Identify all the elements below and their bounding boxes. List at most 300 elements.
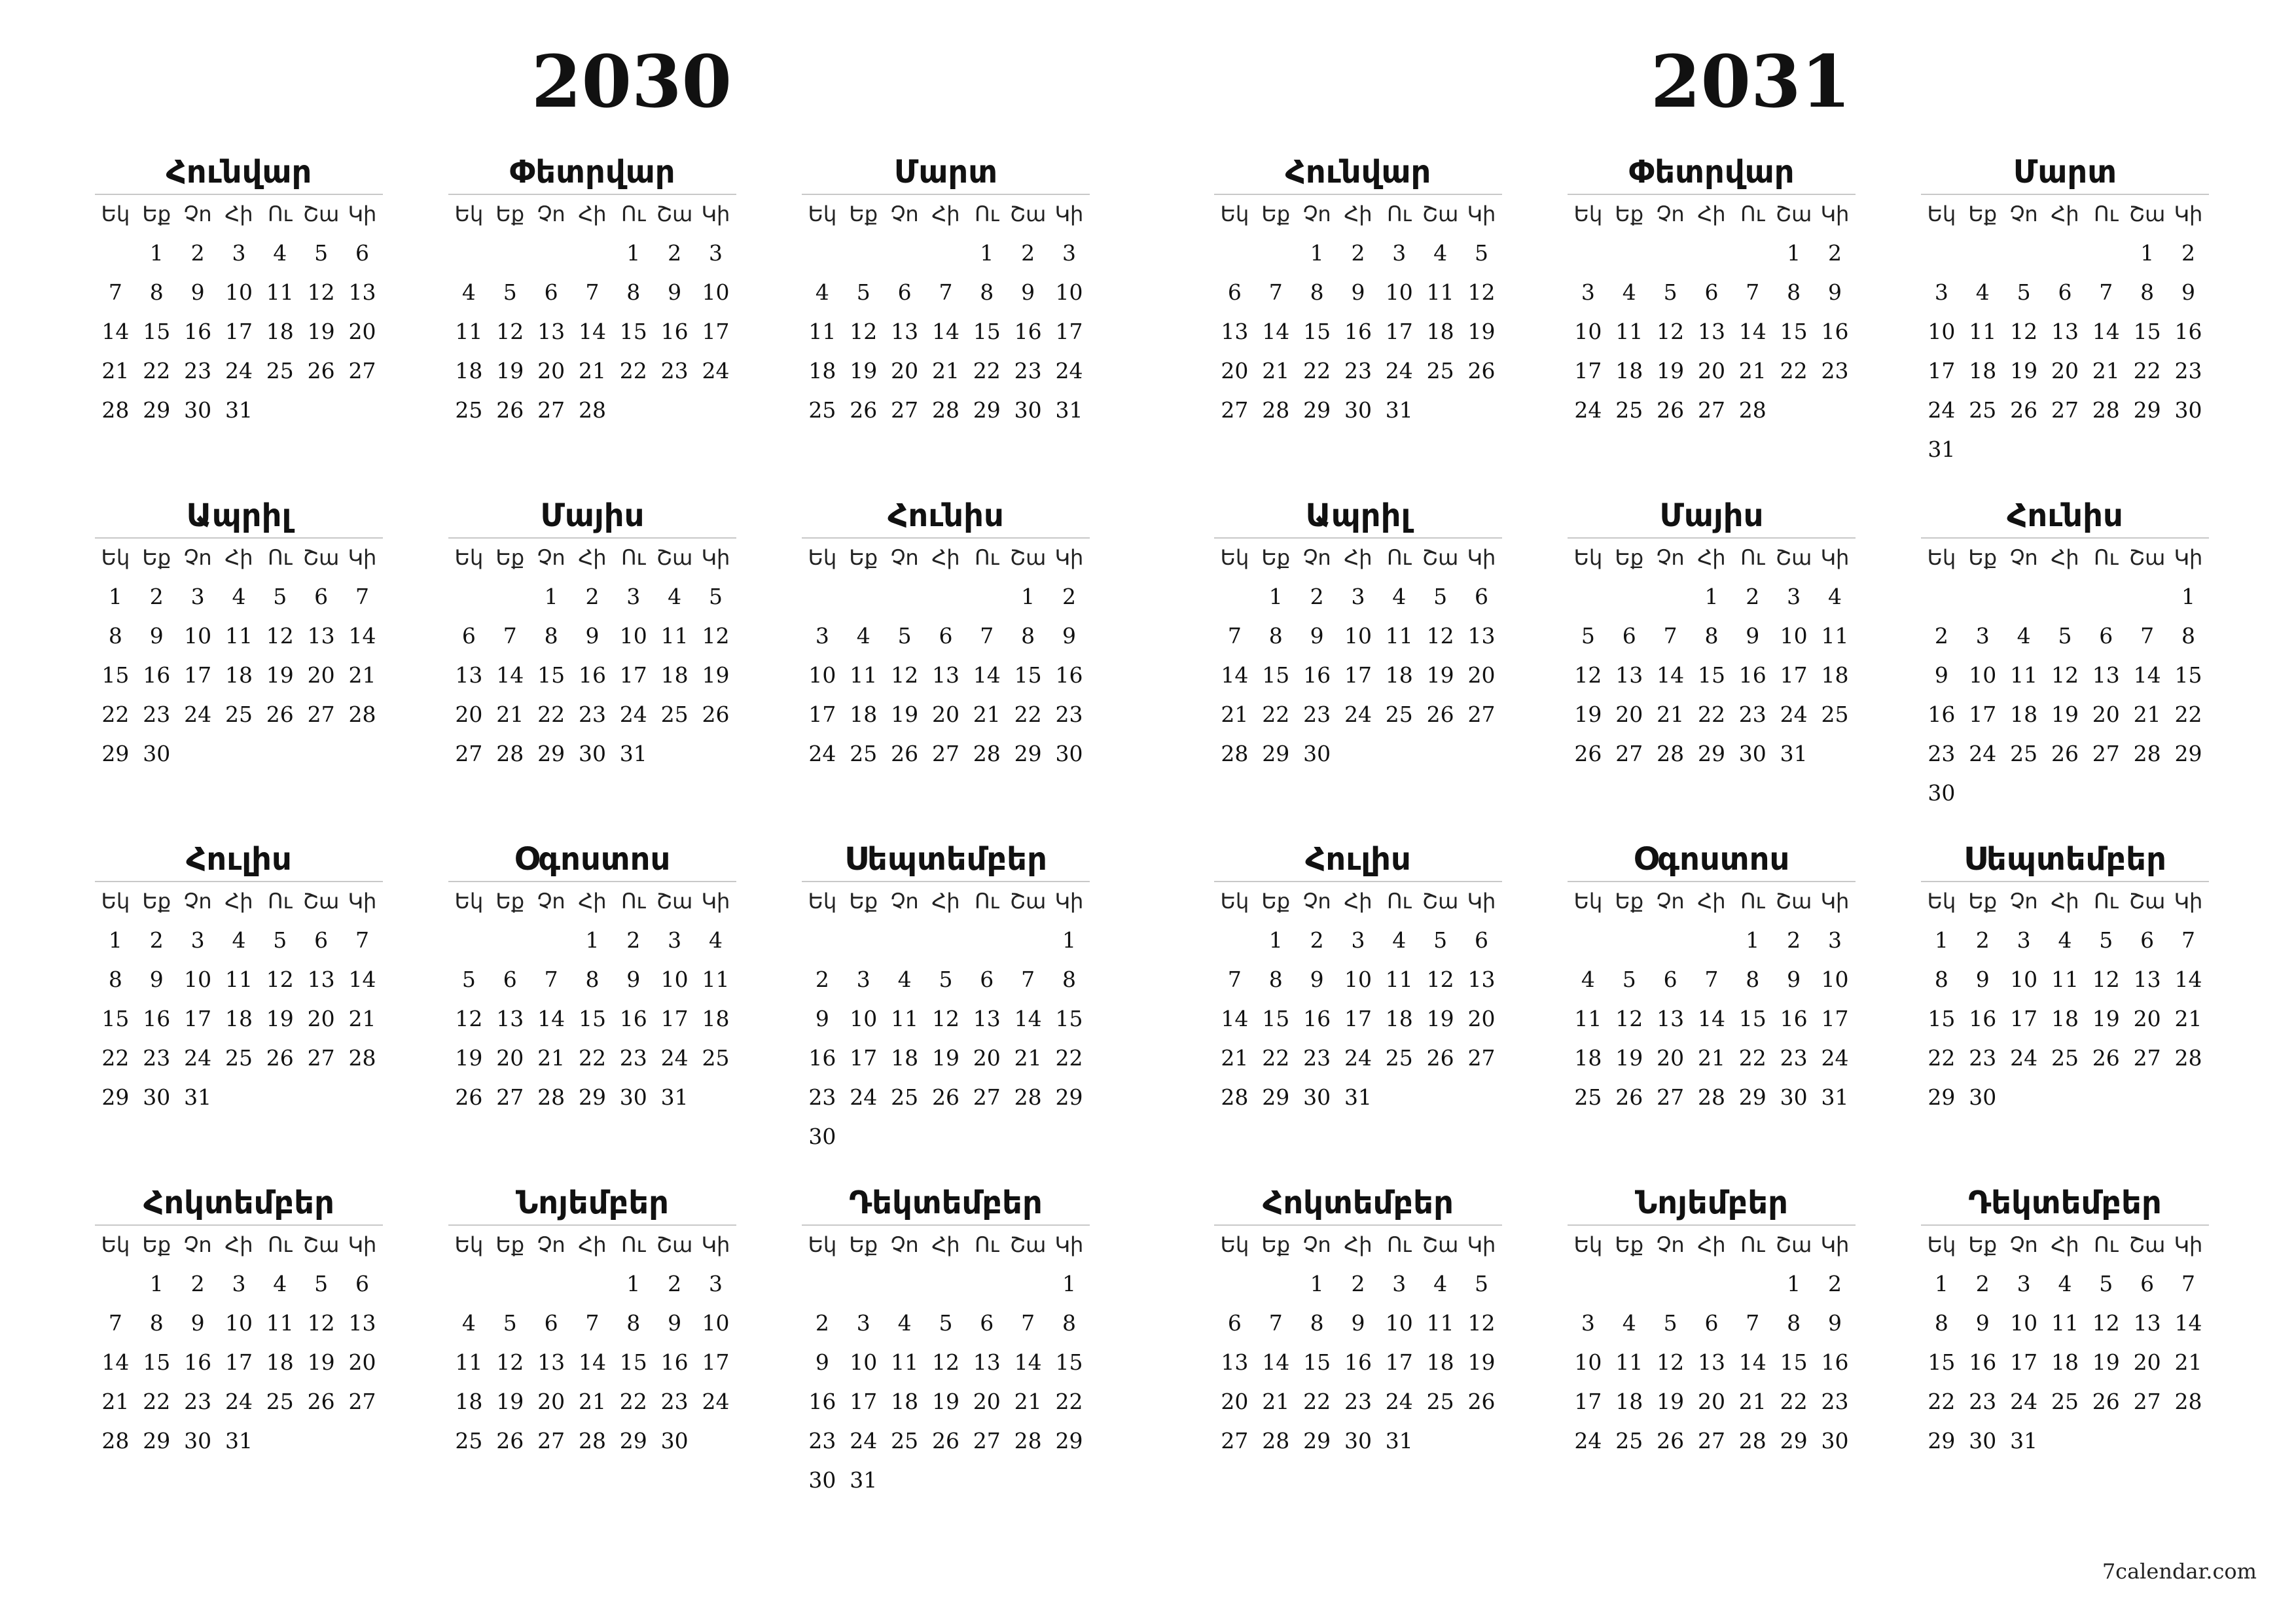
day-cell: 15 [619,1349,647,1375]
weekday-label: Կի [348,889,377,914]
month-name: Ապրիլ [1214,494,1502,539]
weekday-label: Չո [2009,1232,2038,1257]
day-cell: 30 [184,397,212,423]
month-calendar [802,1181,1090,1499]
day-cell: 23 [1344,357,1372,383]
day-cell: 12 [2092,1310,2120,1336]
day-cell: 1 [980,240,994,266]
day-cell: 12 [1467,279,1496,305]
day-cell: 27 [496,1084,524,1110]
week-row [1921,655,2209,694]
month-name: Օգոստոս [448,838,736,882]
day-cell: 8 [108,966,122,992]
day-cell: 18 [2051,1349,2079,1375]
weekday-label: Ու [1387,1232,1412,1257]
day-cell: 2 [1827,1270,1842,1296]
day-cell: 15 [1262,1005,1290,1031]
day-cell: 10 [184,966,212,992]
day-cell: 4 [232,583,246,609]
week-row [1921,1342,2209,1382]
weekday-label: Կի [1467,1232,1496,1257]
weekday-label: Կի [1820,889,1850,914]
day-cell: 18 [2010,701,2038,727]
day-cell: 6 [544,1310,558,1336]
day-cell: 22 [619,1388,647,1414]
day-cell: 26 [1657,397,1685,423]
day-cell: 4 [897,1310,912,1336]
day-cell: 27 [931,740,960,766]
day-cell: 25 [2051,1388,2079,1414]
week-row [1568,920,1856,959]
day-cell: 5 [503,279,517,305]
day-cell: 25 [455,1427,483,1454]
weekday-label: Եք [495,889,525,914]
month-calendar [95,494,383,773]
weekday-label: Ու [621,545,646,570]
day-cell: 25 [224,1044,253,1071]
day-cell: 19 [496,357,524,383]
day-cell: 18 [1615,1388,1643,1414]
week-row [1214,233,1502,272]
day-cell: 21 [578,357,606,383]
day-cell: 6 [2140,1270,2155,1296]
day-cell: 19 [2051,701,2079,727]
weekday-header-row [1921,1226,2209,1264]
week-row [1568,1382,1856,1421]
day-cell: 15 [101,662,130,688]
weekday-label: Շա [1422,202,1459,226]
weekday-label: Շա [1775,1232,1812,1257]
weekday-label: Հի [1697,202,1726,226]
week-row [95,1264,383,1303]
day-cell: 15 [1928,1005,1956,1031]
site-credit: 7calendar.com [2102,1559,2257,1584]
day-cell: 26 [850,397,878,423]
day-cell: 30 [1303,1084,1331,1110]
day-cell: 13 [2092,662,2120,688]
day-cell: 28 [1262,397,1290,423]
day-cell: 25 [660,701,689,727]
day-cell: 28 [1738,1427,1767,1454]
day-cell: 29 [1262,1084,1290,1110]
day-cell: 6 [355,240,369,266]
day-cell: 14 [1262,318,1290,344]
day-cell: 4 [897,966,912,992]
day-cell: 31 [1780,740,1808,766]
week-row [1568,959,1856,999]
weekday-label: Եկ [101,889,130,914]
day-cell: 12 [307,1310,335,1336]
weekday-label: Կի [1054,1232,1084,1257]
day-cell: 4 [1392,927,1407,953]
day-cell: 5 [1663,1310,1677,1336]
day-cell: 9 [1975,966,1990,992]
month-calendar [1214,494,1502,773]
weekday-header-row [448,882,736,920]
day-cell: 20 [1697,1388,1725,1414]
month-name: Մարտ [802,151,1090,195]
weekday-label: Եք [1615,1232,1644,1257]
day-cell: 10 [2010,1310,2038,1336]
month-calendar [448,838,736,1116]
weekday-label: Կի [348,202,377,226]
day-cell: 21 [1738,1388,1767,1414]
day-cell: 19 [496,1388,524,1414]
day-cell: 19 [2092,1005,2120,1031]
day-cell: 25 [1615,1427,1643,1454]
day-cell: 29 [1303,1427,1331,1454]
week-row [448,655,736,694]
day-cell: 31 [1928,436,1956,462]
weekday-label: Կի [701,889,730,914]
weekday-label: Հի [1344,889,1372,914]
day-cell: 16 [1014,318,1042,344]
day-cell: 14 [101,1349,130,1375]
day-cell: 12 [266,966,294,992]
month-calendar [1214,838,1502,1116]
day-cell: 18 [1574,1044,1602,1071]
day-cell: 12 [702,622,730,649]
weekday-label: Եկ [101,545,130,570]
day-cell: 5 [273,927,287,953]
day-cell: 22 [619,357,647,383]
day-cell: 10 [2010,966,2038,992]
day-cell: 6 [503,966,517,992]
day-cell: 12 [931,1349,960,1375]
weekday-label: Շա [1422,889,1459,914]
day-cell: 3 [1827,927,1842,953]
day-cell: 21 [537,1044,565,1071]
day-cell: 16 [184,318,212,344]
day-cell: 11 [660,622,689,649]
day-cell: 29 [1303,397,1331,423]
weekday-label: Չո [1656,202,1685,226]
day-cell: 12 [1615,1005,1643,1031]
day-cell: 7 [2181,927,2195,953]
day-cell: 16 [1969,1349,1997,1375]
week-row [1921,1077,2209,1116]
week-row [1214,390,1502,429]
weekday-header-row [448,539,736,577]
week-row [802,920,1090,959]
day-cell: 10 [1574,318,1602,344]
weekday-label: Չո [183,1232,212,1257]
day-cell: 24 [1574,397,1602,423]
day-cell: 18 [1821,662,1849,688]
week-row [802,959,1090,999]
day-cell: 28 [2174,1044,2202,1071]
day-cell: 11 [1426,279,1454,305]
day-cell: 30 [2174,397,2202,423]
weekday-label: Կի [1820,545,1850,570]
day-cell: 27 [2092,740,2120,766]
week-row [448,312,736,351]
day-cell: 28 [578,1427,606,1454]
day-cell: 13 [1615,662,1643,688]
weekday-label: Եք [849,889,878,914]
weekday-label: Եք [495,1232,525,1257]
week-row [1214,1038,1502,1077]
day-cell: 30 [184,1427,212,1454]
day-cell: 24 [224,357,253,383]
day-cell: 26 [1574,740,1602,766]
day-cell: 15 [1928,1349,1956,1375]
day-cell: 25 [455,397,483,423]
day-cell: 31 [660,1084,689,1110]
day-cell: 17 [1821,1005,1849,1031]
week-row [1568,1264,1856,1303]
day-cell: 8 [1062,966,1076,992]
weekday-label: Ու [621,202,646,226]
day-cell: 16 [808,1388,836,1414]
day-cell: 8 [1934,1310,1948,1336]
weekday-label: Հի [224,545,253,570]
day-cell: 24 [702,1388,730,1414]
day-cell: 29 [101,740,130,766]
day-cell: 15 [1055,1005,1083,1031]
week-row [448,1303,736,1342]
weekday-label: Չո [537,202,565,226]
day-cell: 14 [537,1005,565,1031]
day-cell: 5 [1474,1270,1488,1296]
day-cell: 21 [1014,1044,1042,1071]
day-cell: 22 [2133,357,2161,383]
weekday-label: Չո [2009,202,2038,226]
weekday-label: Չո [1302,545,1331,570]
day-cell: 3 [1392,1270,1407,1296]
day-cell: 3 [708,240,723,266]
day-cell: 30 [143,1084,171,1110]
month-name: Հոկտեմբեր [1214,1181,1502,1226]
day-cell: 22 [143,357,171,383]
day-cell: 24 [808,740,836,766]
day-cell: 22 [101,701,130,727]
week-row [1921,312,2209,351]
day-cell: 16 [1344,318,1372,344]
weekday-label: Եք [142,202,171,226]
day-cell: 10 [1821,966,1849,992]
day-cell: 29 [537,740,565,766]
weekday-label: Եկ [1927,545,1956,570]
day-cell: 9 [190,1310,205,1336]
day-cell: 5 [2099,1270,2113,1296]
week-row [1214,999,1502,1038]
day-cell: 21 [1014,1388,1042,1414]
day-cell: 17 [224,318,253,344]
day-cell: 5 [461,966,476,992]
day-cell: 26 [1467,357,1496,383]
week-row [802,577,1090,616]
week-row [1568,312,1856,351]
day-cell: 20 [537,357,565,383]
weekday-label: Եք [495,545,525,570]
day-cell: 2 [1827,240,1842,266]
weekday-label: Շա [2128,1232,2166,1257]
day-cell: 11 [702,966,730,992]
day-cell: 27 [537,397,565,423]
day-cell: 1 [1934,1270,1948,1296]
day-cell: 27 [1221,397,1249,423]
day-cell: 9 [1310,622,1324,649]
weekday-label: Շա [1009,202,1047,226]
day-cell: 4 [1975,279,1990,305]
day-cell: 31 [1385,1427,1413,1454]
day-cell: 22 [1014,701,1042,727]
day-cell: 6 [980,1310,994,1336]
day-cell: 15 [1262,662,1290,688]
day-cell: 30 [1969,1427,1997,1454]
month-name: Հունիս [1921,494,2209,539]
week-row [448,1382,736,1421]
weekday-label: Եկ [454,202,484,226]
day-cell: 29 [1055,1427,1083,1454]
day-cell: 30 [1928,779,1956,806]
weekday-label: Եկ [1220,545,1249,570]
weekday-label: Չո [537,545,565,570]
day-cell: 3 [626,583,641,609]
day-cell: 21 [1697,1044,1725,1071]
day-cell: 4 [461,279,476,305]
day-cell: 11 [891,1005,919,1031]
day-cell: 17 [619,662,647,688]
day-cell: 4 [1433,240,1448,266]
day-cell: 11 [266,1310,294,1336]
day-cell: 24 [1055,357,1083,383]
day-cell: 6 [1622,622,1636,649]
day-cell: 10 [224,279,253,305]
day-cell: 30 [143,740,171,766]
day-cell: 28 [2092,397,2120,423]
day-cell: 14 [496,662,524,688]
weekday-label: Չո [890,1232,919,1257]
weekday-label: Կի [348,1232,377,1257]
day-cell: 4 [668,583,682,609]
month-name: Դեկտեմբեր [1921,1181,2209,1226]
day-cell: 25 [891,1084,919,1110]
weekday-label: Ու [2094,545,2119,570]
day-cell: 2 [1975,927,1990,953]
day-cell: 7 [1663,622,1677,649]
weekday-label: Շա [1775,889,1812,914]
day-cell: 13 [2133,1310,2161,1336]
day-cell: 25 [891,1427,919,1454]
week-row [802,1342,1090,1382]
day-cell: 2 [1310,927,1324,953]
day-cell: 26 [2010,397,2038,423]
day-cell: 2 [149,927,164,953]
day-cell: 23 [2174,357,2202,383]
day-cell: 17 [850,1044,878,1071]
day-cell: 8 [626,1310,641,1336]
month-name: Օգոստոս [1568,838,1856,882]
month-name: Նոյեմբեր [448,1181,736,1226]
day-cell: 15 [1780,1349,1808,1375]
day-cell: 2 [668,240,682,266]
day-cell: 9 [585,622,600,649]
weekday-label: Կի [2174,1232,2203,1257]
day-cell: 19 [1426,662,1454,688]
weekday-label: Ու [1387,202,1412,226]
day-cell: 25 [1574,1084,1602,1110]
month-calendar [1568,838,1856,1116]
day-cell: 28 [101,397,130,423]
day-cell: 23 [1821,357,1849,383]
week-row [95,1077,383,1116]
day-cell: 13 [496,1005,524,1031]
week-row [1921,272,2209,312]
weekday-label: Եք [1261,202,1291,226]
day-cell: 27 [1657,1084,1685,1110]
day-cell: 10 [660,966,689,992]
weekday-header-row [448,1226,736,1264]
day-cell: 6 [314,927,329,953]
month-calendar [95,151,383,429]
day-cell: 20 [2133,1349,2161,1375]
day-cell: 27 [891,397,919,423]
day-cell: 20 [537,1388,565,1414]
day-cell: 14 [1738,318,1767,344]
week-row [95,734,383,773]
day-cell: 11 [266,279,294,305]
day-cell: 25 [266,1388,294,1414]
weekday-label: Եկ [454,545,484,570]
week-row [802,1303,1090,1342]
week-row [448,616,736,655]
day-cell: 12 [1657,318,1685,344]
day-cell: 30 [578,740,606,766]
weekday-label: Հի [578,1232,607,1257]
day-cell: 15 [1014,662,1042,688]
weekday-header-row [802,539,1090,577]
day-cell: 3 [856,1310,870,1336]
month-calendar [802,494,1090,773]
day-cell: 3 [2017,927,2031,953]
day-cell: 1 [544,583,558,609]
day-cell: 9 [815,1005,829,1031]
month-name: Փետրվար [1568,151,1856,195]
day-cell: 9 [668,279,682,305]
day-cell: 10 [1780,622,1808,649]
day-cell: 12 [1574,662,1602,688]
weekday-label: Չո [890,202,919,226]
day-cell: 2 [1351,1270,1365,1296]
day-cell: 26 [1426,701,1454,727]
day-cell: 19 [891,701,919,727]
weekday-label: Կի [2174,889,2203,914]
day-cell: 23 [808,1427,836,1454]
day-cell: 8 [1787,1310,1801,1336]
day-cell: 8 [1746,966,1760,992]
day-cell: 11 [1821,622,1849,649]
day-cell: 13 [348,279,376,305]
day-cell: 27 [348,1388,376,1414]
year-2030-block [85,0,1178,1571]
day-cell: 14 [578,318,606,344]
day-cell: 19 [931,1044,960,1071]
day-cell: 23 [1928,740,1956,766]
day-cell: 1 [1268,583,1283,609]
day-cell: 28 [1262,1427,1290,1454]
weekday-label: Եք [1261,1232,1291,1257]
day-cell: 9 [1062,622,1076,649]
day-cell: 22 [1697,701,1725,727]
day-cell: 11 [2051,1310,2079,1336]
day-cell: 2 [1351,240,1365,266]
day-cell: 18 [660,662,689,688]
day-cell: 27 [455,740,483,766]
day-cell: 21 [2174,1005,2202,1031]
day-cell: 3 [190,927,205,953]
